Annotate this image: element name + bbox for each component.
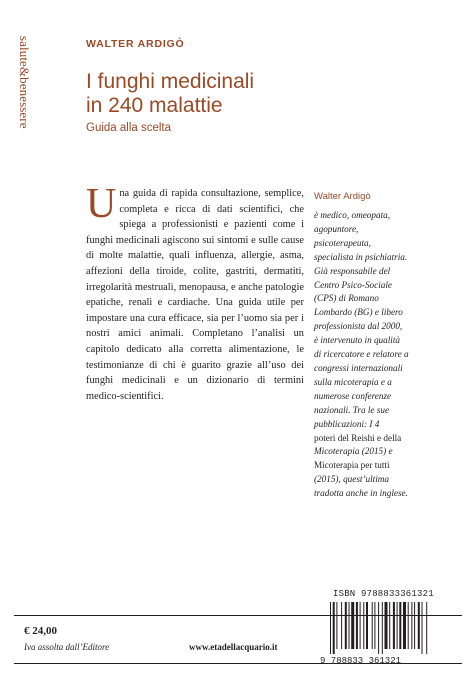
barcode-bar bbox=[363, 602, 364, 649]
publisher-website: www.etadellacquario.it bbox=[189, 642, 278, 652]
bio-line: agopuntore, bbox=[314, 223, 359, 234]
barcode-bar bbox=[422, 602, 423, 654]
bio-line: (CPS) di Romano bbox=[314, 293, 379, 304]
barcode-bar bbox=[330, 602, 331, 654]
barcode-bar bbox=[372, 602, 373, 649]
bio-line: Micoterapia per tutti bbox=[314, 460, 390, 471]
barcode-digits: 9 788833 361321 bbox=[320, 656, 402, 666]
barcode-bar bbox=[345, 602, 347, 649]
bio-line: sulla micoterapia e a bbox=[314, 376, 392, 387]
barcode-bar bbox=[333, 602, 335, 654]
barcode-bar bbox=[378, 602, 379, 654]
price: € 24,00 bbox=[24, 625, 57, 637]
bio-line: nazionali. Tra le sue bbox=[314, 404, 390, 415]
bio-line: Già responsabile del bbox=[314, 265, 391, 276]
bio-line: congressi internazionali bbox=[314, 362, 403, 373]
barcode-bar bbox=[366, 602, 368, 649]
barcode-bar bbox=[382, 602, 383, 654]
bio-line: professionista dal 2000, bbox=[314, 321, 403, 332]
barcode-bar bbox=[411, 602, 412, 649]
barcode-bar bbox=[426, 602, 427, 654]
barcode-bar bbox=[356, 602, 358, 649]
bio-author-name: Walter Ardigò bbox=[314, 191, 371, 202]
author-name-header: WALTER ARDIGÒ bbox=[86, 38, 185, 50]
bio-line: numerose conferenze bbox=[314, 390, 392, 401]
bio-line: Micoterapia (2015) e bbox=[314, 446, 393, 457]
book-title bbox=[86, 70, 254, 118]
author-bio bbox=[314, 209, 440, 501]
barcode-bar bbox=[341, 602, 342, 649]
barcode-bar bbox=[351, 602, 354, 649]
bio-line: pubblicazioni: I 4 bbox=[314, 418, 380, 429]
bio-line: Centro Psico-Sociale bbox=[314, 279, 392, 290]
bio-line: Lombardo (BG) e libero bbox=[314, 307, 403, 318]
barcode-bar bbox=[336, 602, 337, 649]
barcode-bar bbox=[393, 602, 395, 649]
barcode-bar bbox=[374, 602, 375, 649]
barcode-bar bbox=[414, 602, 415, 649]
bio-line: è intervenuto in qualità bbox=[314, 335, 400, 346]
bio-line: specialista in psichiatria. bbox=[314, 251, 408, 262]
barcode-bar bbox=[399, 602, 401, 649]
bio-line: poteri del Reishi e della bbox=[314, 432, 402, 443]
barcode-bar bbox=[360, 602, 361, 649]
series-name: salute&benessere bbox=[17, 36, 32, 129]
barcode-bar bbox=[349, 602, 350, 649]
bio-line: è medico, omeopata, bbox=[314, 210, 391, 220]
book-subtitle: Guida alla scelta bbox=[86, 122, 172, 134]
bio-line: psicoterapeuta, bbox=[314, 237, 371, 248]
isbn-label: ISBN 9788833361321 bbox=[333, 589, 434, 599]
bio-line: di ricercatore e relatore a bbox=[314, 349, 409, 360]
bio-line: (2015), quest’ultima bbox=[314, 474, 390, 485]
barcode bbox=[328, 602, 454, 654]
title-line-2: in 240 malattie bbox=[86, 94, 223, 117]
barcode-bar bbox=[389, 602, 390, 649]
blurb bbox=[86, 181, 304, 404]
barcode-bar bbox=[397, 602, 398, 649]
title-line-1: I funghi medicinali bbox=[86, 70, 255, 93]
barcode-bar bbox=[408, 602, 409, 649]
barcode-bar bbox=[418, 602, 420, 649]
barcode-bar bbox=[385, 602, 388, 649]
vat-note: Iva assolta dall’Editore bbox=[24, 642, 110, 652]
drop-cap: U bbox=[86, 181, 117, 227]
blurb-text: na guida di rapida consultazione, semplice, completa e ricca di dati scientifici, che spiega a professionisti e pazienti come i funghi medicinali agiscono sui sintomi e sulle cause di molte malattie, quali influenza, allergie, asma, affezioni della tiroide, colite, gastriti, dermatiti, irregolarità mestruali, menopausa, e anche patologie epatiche, renali e cardiache. Una guida utile per impostare una cura efficace, sia per l’uomo sia per i nostri amici animali. Completano l’analisi un capitolo dedicato alla corretta alimentazione, le testimonianze di chi è guarito grazie all’uso dei funghi medicinali e un dizionario di termini medico-scientifici. bbox=[86, 188, 304, 402]
barcode-bar bbox=[403, 602, 406, 649]
bio-line: tradotta anche in inglese. bbox=[314, 488, 408, 499]
